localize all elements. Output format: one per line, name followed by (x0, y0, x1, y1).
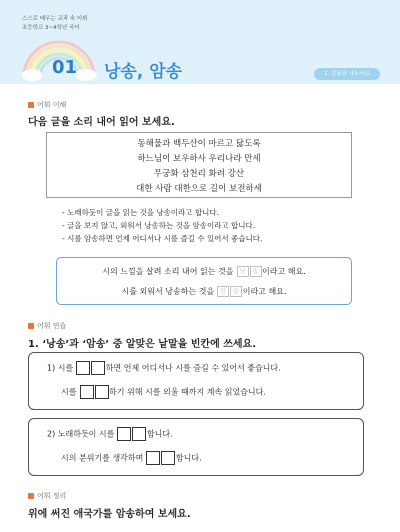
poem-line: 동해물과 백두산이 마르고 닳도록 (137, 139, 261, 149)
concept-text: 이라고 해요. (262, 267, 306, 276)
exercise-text: 1) 시를 (47, 363, 74, 373)
section-tag-understanding (28, 100, 66, 110)
poem-line: 무궁화 삼천리 화려 강산 (153, 169, 245, 179)
header-meta (22, 15, 87, 33)
exercise-text: 하면 언제 어디서나 시를 즐길 수 있어서 좋습니다. (105, 363, 281, 373)
concept-line-1 (57, 266, 351, 277)
concept-text: 이라고 해요. (242, 287, 287, 296)
section1-question: 다음 글을 소리 내어 읽어 보세요. (28, 117, 175, 128)
trace-cell: 송 (230, 286, 242, 297)
tag-bullet-icon (28, 323, 34, 329)
answer-blank[interactable] (117, 427, 131, 441)
poem-box (46, 132, 352, 198)
exercise-text: 합니다. (146, 429, 173, 439)
exercise-box-1 (28, 352, 364, 410)
exercise-text: 합니다. (175, 453, 202, 463)
explanation-item: - 글을 보지 않고, 외워서 낭송하는 것을 암송이라고 합니다. (62, 221, 256, 230)
answer-blank[interactable] (161, 451, 175, 465)
trace-cell: 송 (250, 266, 262, 277)
section-tag-practice (28, 321, 66, 331)
answer-blank[interactable] (91, 361, 105, 375)
section-tag-label: 어휘 정리 (37, 492, 67, 500)
tag-bullet-icon (28, 102, 34, 108)
lesson-number: 01 (52, 57, 78, 78)
exercise-text: 시를 (61, 387, 77, 397)
exercise-line (47, 427, 173, 441)
answer-blank[interactable] (95, 385, 109, 399)
concept-line-2 (57, 286, 351, 297)
unit-badge: 1. 감동을 나누어요 (314, 68, 380, 80)
section-tag-summary (28, 491, 66, 501)
answer-blank[interactable] (132, 427, 146, 441)
lesson-title: 낭송, 암송 (104, 62, 183, 82)
exercise-line (61, 385, 266, 399)
tag-bullet-icon (28, 493, 34, 499)
trace-cell: 암 (217, 286, 229, 297)
exercise-line (47, 361, 281, 375)
concept-text: 시의 느낌을 살려 소리 내어 읽는 것을 (102, 267, 234, 276)
exercise-box-2 (28, 418, 364, 476)
section-tag-label: 어휘 이해 (37, 101, 67, 109)
answer-blank[interactable] (76, 361, 90, 375)
exercise-text: 하기 위해 시를 외울 때까지 계속 읽었습니다. (109, 387, 266, 397)
trace-cell: 낭 (237, 266, 249, 277)
series-name: 스스로 배우는 교과 속 어휘 (22, 16, 88, 22)
section-tag-label: 어휘 연습 (37, 322, 67, 330)
explanation-item: - 노래하듯이 글을 읽는 것을 낭송이라고 합니다. (62, 208, 220, 217)
exercise-text: 시의 분위기를 생각하며 (61, 453, 144, 463)
poem-line: 대한 사람 대한으로 길이 보전하세 (136, 184, 262, 194)
section2-question: 1. ‘낭송’과 ‘암송’ 중 알맞은 낱말을 빈칸에 쓰세요. (28, 339, 257, 350)
answer-blank[interactable] (146, 451, 160, 465)
answer-blank[interactable] (80, 385, 94, 399)
concept-box (56, 257, 352, 305)
explanation-list (62, 206, 262, 245)
explanation-item: - 시를 암송하면 언제 어디서나 시를 즐길 수 있어서 좋습니다. (62, 234, 263, 243)
exercise-text: 2) 노래하듯이 시를 (47, 429, 115, 439)
section3-question: 위에 써진 애국가를 암송하여 보세요. (28, 509, 191, 520)
grade-label: 초등학교 3~4학년 국어 (22, 25, 80, 31)
exercise-line (61, 451, 202, 465)
concept-text: 시를 외워서 낭송하는 것을 (121, 287, 215, 296)
poem-line: 하느님이 보우하사 우리나라 만세 (137, 154, 261, 164)
